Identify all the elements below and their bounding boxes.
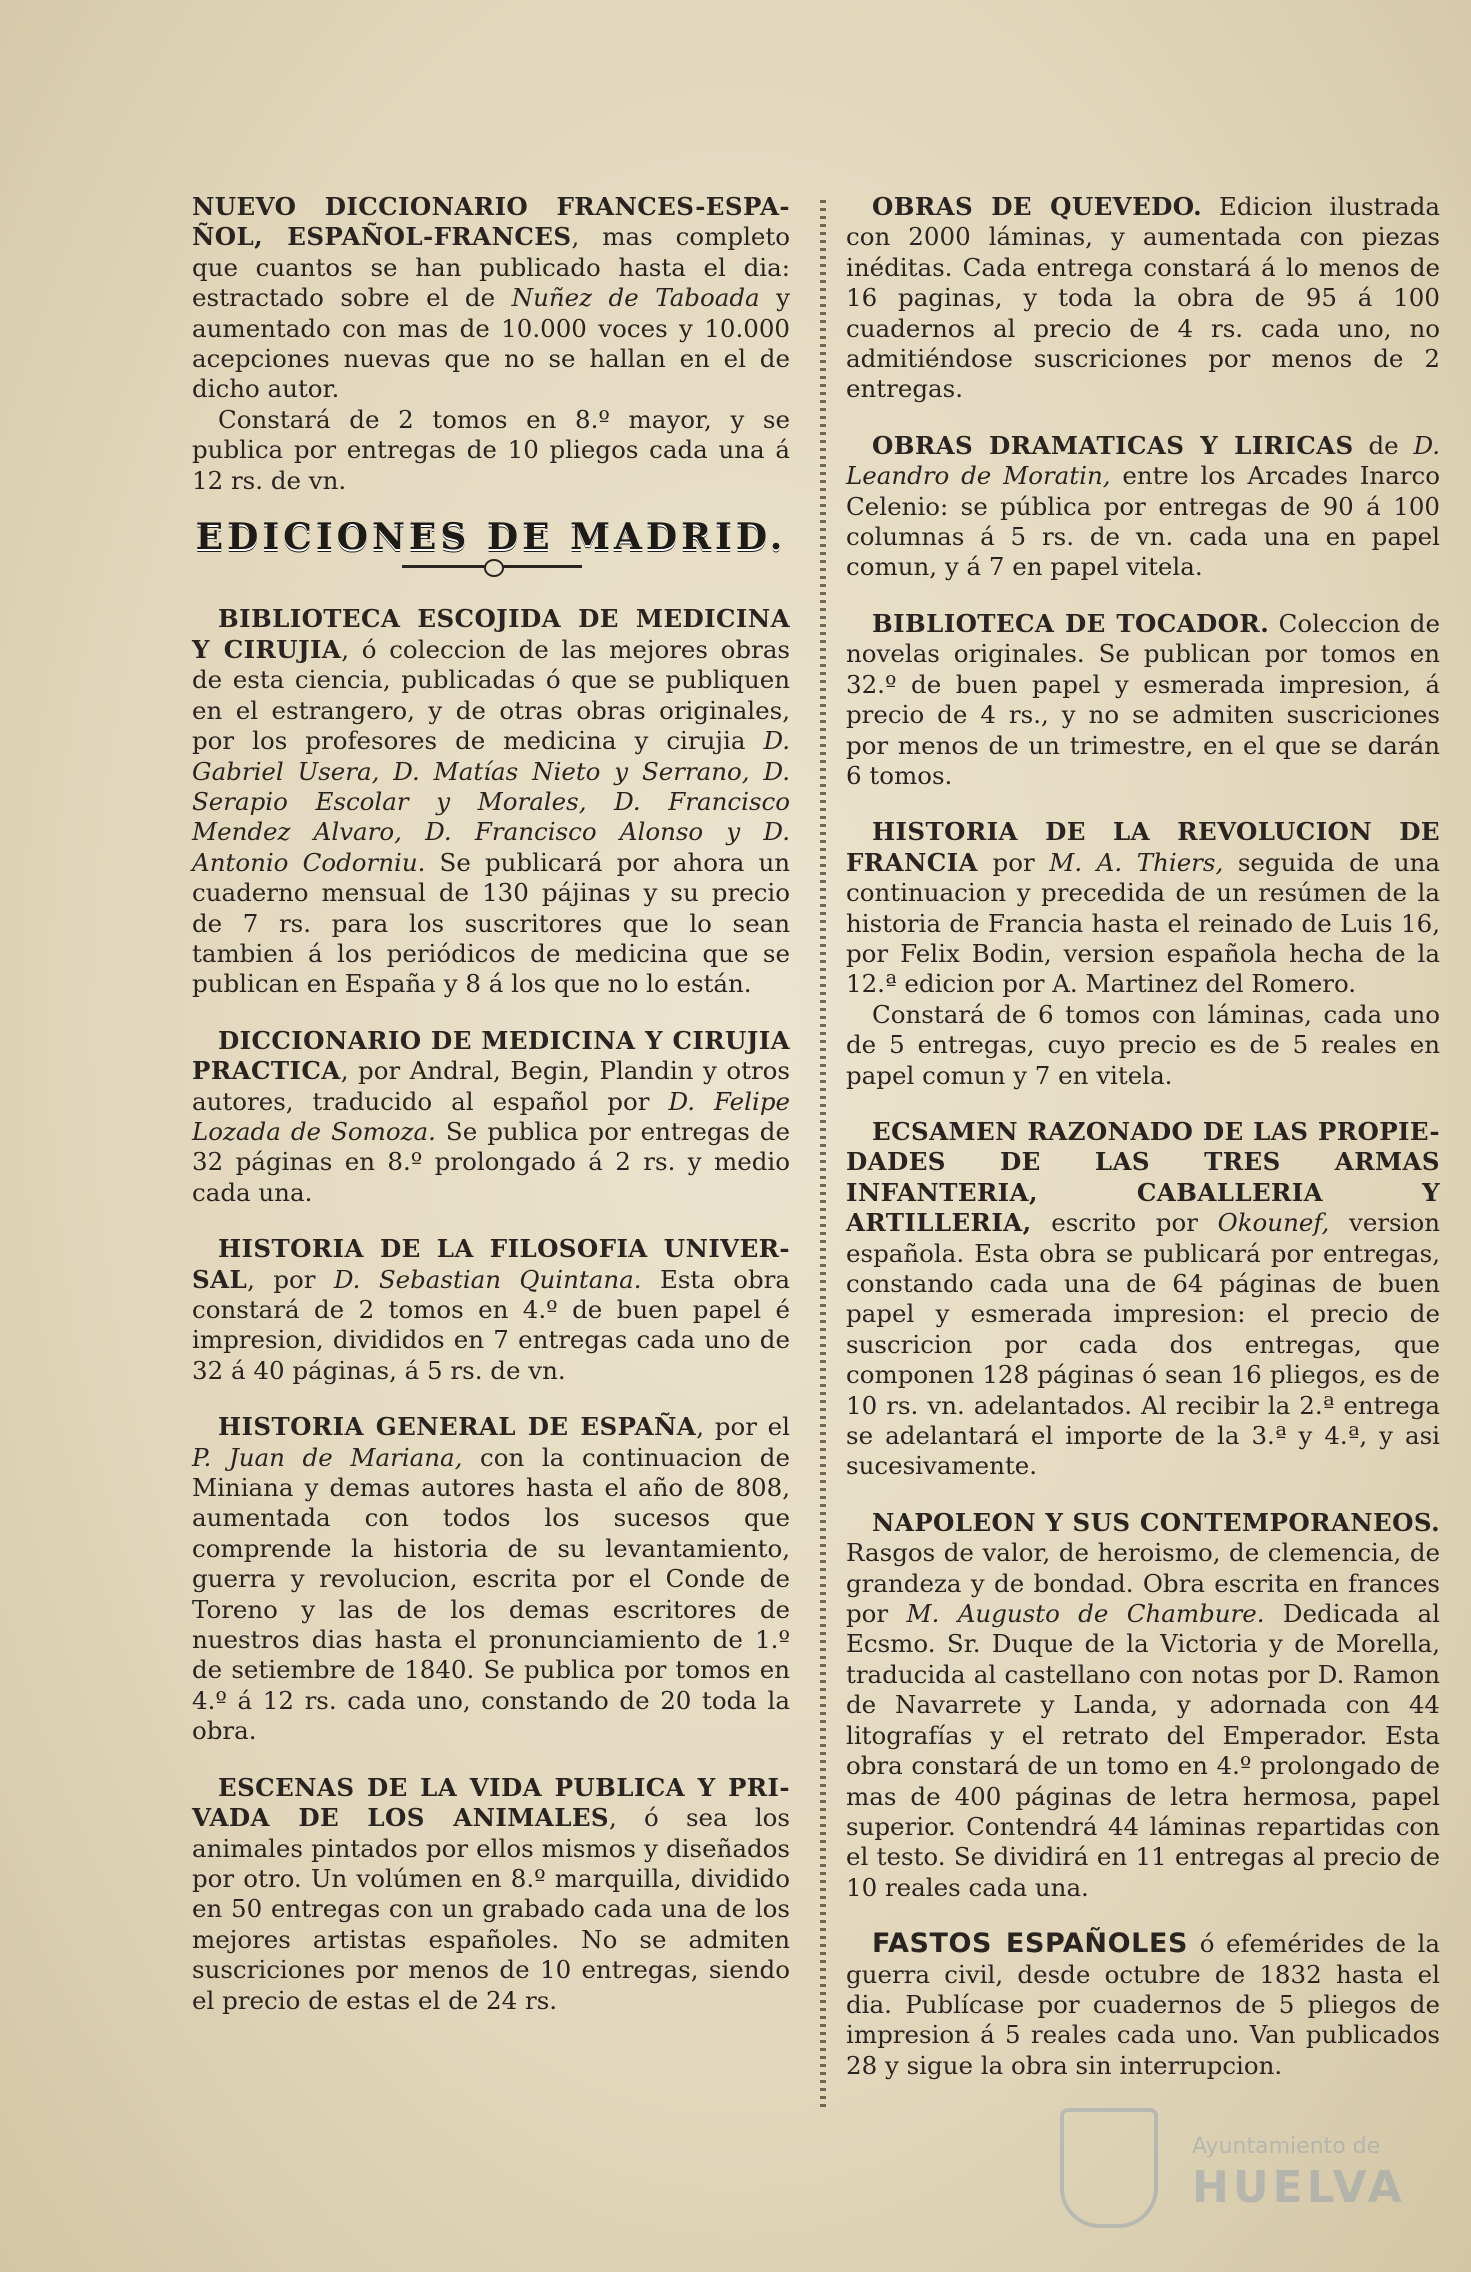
entry-text: Se publicará por ahora un cuaderno mensual de 130 pájinas y su precio de 7 rs. para los suscritores que lo sean tambien á los periódicos de medicina que se publican en España y 8 á los que no lo están. [192, 847, 791, 999]
entry-napoleon [846, 1508, 1440, 1903]
entry-author: D. Sebastian Quintana. [333, 1264, 642, 1294]
entry-text: , por Andral, Begin, Plandin y otros autores, traducido al español por [192, 1056, 790, 1116]
entry-escenas-animales [192, 1773, 790, 2016]
entry-obras-dramaticas [846, 431, 1440, 583]
entry-text: , mas completo que cuantos se han publicado hasta el dia: estractado sobre el de [192, 222, 790, 313]
entry-text: por [977, 847, 1050, 877]
watermark-line2: HUELVA [1192, 2162, 1406, 2213]
entry-text: Rasgos de valor, de heroismo, de clemencia, de grandeza y de bondad. Obra escrita en frances por [846, 1538, 1440, 1629]
entry-biblioteca-medicina [192, 604, 790, 999]
entry-author: P. Juan de Mariana, [192, 1442, 463, 1472]
entry-text: , ó sea los animales pintados por ellos mismos y diseñados por otro. Un volúmen en 8.º marquilla, dividido en 50 entregas con un grabado cada una de los mejores artistas españoles. No se admiten suscriciones por menos de 10 entregas, siendo el precio de estas el de 24 rs. [192, 1803, 790, 2015]
entry-note: Constará de 6 tomos con láminas, cada uno de 5 entregas, cuyo precio es de 5 reales en papel comun y 7 en vitela. [846, 999, 1440, 1090]
entry-text: , por [247, 1264, 334, 1294]
entry-author: D. Felipe Lozada de Somoza. [192, 1086, 790, 1146]
entry-historia-filosofia [192, 1234, 790, 1386]
entry-title: FASTOS ESPAÑOLES [872, 1928, 1189, 1960]
entry-author: D. Leandro de Moratin, [846, 430, 1440, 491]
entry-text: entre los Arcades Inarco Celenio: se pública por entregas de 90 á 100 columnas á 5 rs. de vn. cada una en papel comun, y á 7 en papel vitela. [846, 461, 1440, 582]
entry-title: ECSAMEN RAZONADO DE LAS PROPIE-DADES DE LAS TRES ARMAS INFANTERIA, CABALLERIA Y ARTILLERIA, [846, 1116, 1440, 1238]
entry-text: con la continuacion de Miniana y demas autores hasta el año de 808, aumentada con todos los sucesos que comprende la historia de su levantamiento, guerra y revolucion, escrita por el Conde de Toreno y las de los demas escritores de nuestros dias hasta el pronunciamiento de 1.º de setiembre de 1840. Se publica por tomos en 4.º á 12 rs. cada uno, constando de 20 toda la obra. [192, 1442, 790, 1746]
watermark [1060, 2100, 1406, 2230]
entry-nuevo-diccionario [192, 192, 790, 496]
entry-biblioteca-tocador [846, 609, 1440, 791]
entry-text: seguida de una continuacion y precedida de un resúmen de la historia de Francia hasta el reinado de Luis 16, por Felix Bodin, version española hecha de la 12.ª edicion por A. Martinez del Romero. [846, 847, 1440, 999]
entry-ecsamen-razonado [846, 1117, 1440, 1482]
entry-title: NUEVO DICCIONARIO FRANCES-ESPA-ÑOL, ESPAÑOL-FRANCES [192, 192, 790, 252]
entry-author: Okounef, [1217, 1208, 1330, 1238]
entry-text: Se publica por entregas de 32 páginas en 8.º prolongado á 2 rs. y medio cada una. [192, 1116, 790, 1207]
entry-author: M. A. Thiers, [1049, 847, 1224, 877]
entry-title: ESCENAS DE LA VIDA PUBLICA Y PRI-VADA DE LOS ANIMALES [192, 1772, 790, 1833]
watermark-line1: Ayuntamiento de [1192, 2134, 1381, 2159]
entry-text: de [1353, 430, 1414, 460]
column-divider [820, 200, 826, 2110]
entry-diccionario-medicina [192, 1026, 790, 1208]
entry-title: HISTORIA DE LA FILOSOFIA UNIVER-SAL [192, 1234, 790, 1294]
right-column [846, 192, 1440, 2107]
ornament-rule [192, 558, 790, 574]
entry-author: Nuñez de Taboada [511, 283, 760, 313]
entry-title: OBRAS DRAMATICAS Y LIRICAS [872, 430, 1354, 460]
entry-obras-quevedo [846, 192, 1440, 405]
entry-title: OBRAS DE QUEVEDO. [872, 192, 1203, 221]
entry-title: BIBLIOTECA ESCOJIDA DE MEDICINA Y CIRUJIA [192, 604, 790, 664]
entry-historia-espana [192, 1412, 790, 1746]
entry-title: NAPOLEON Y SUS CONTEMPORANEOS. [872, 1507, 1440, 1537]
section-heading: EDICIONES DE MADRID. [195, 516, 787, 559]
entry-text: , por el [696, 1412, 791, 1442]
entry-author: M. Augusto de Chambure. [906, 1599, 1265, 1629]
entry-text: ó efemérides de la guerra civil, desde octubre de 1832 hasta el dia. Publícase por cuadernos de 5 pliegos de impresion á 5 reales cada uno. Van publicados 28 y sigue la obra sin interrupcion. [846, 1929, 1440, 2080]
entry-author: D. Gabriel Usera, D. Matías Nieto y Serrano, D. Serapio Escolar y Morales, D. Francisco Mendez Alvaro, D. Francisco Alonso y D. Antonio Codorniu. [192, 726, 790, 877]
entry-text: y aumentado con mas de 10.000 voces y 10.000 acepciones nuevas que no se hallan en el de dicho autor. [192, 283, 790, 404]
shield-icon [1060, 2108, 1158, 2228]
entry-text: Coleccion de novelas originales. Se publican por tomos en 32.º de buen papel y esmerada impresion, á precio de 4 rs., y no se admiten suscriciones por menos de un trimestre, en el que se darán 6 tomos. [846, 608, 1440, 790]
entry-title: DICCIONARIO DE MEDICINA Y CIRUJIA PRACTICA [192, 1025, 790, 1086]
entry-text: Esta obra constará de 2 tomos en 4.º de buen papel é impresion, divididos en 7 entregas cada uno de 32 á 40 páginas, á 5 rs. de vn. [192, 1264, 790, 1385]
entry-fastos-espanoles [846, 1929, 1440, 2081]
entry-title: HISTORIA GENERAL DE ESPAÑA [218, 1412, 697, 1442]
entry-title: BIBLIOTECA DE TOCADOR. [872, 608, 1270, 638]
left-column [192, 192, 790, 2042]
entry-revolucion-francia [846, 817, 1440, 1091]
entry-text: version española. Esta obra se publicará por entregas, constando cada una de 64 páginas de buen papel y esmerada impresion: el precio de suscricion por cada dos entregas, que componen 128 páginas ó sean 16 pliegos, es de 10 rs. vn. adelantados. Al recibir la 2.ª entrega se adelantará el importe de la 3.ª y 4.ª, y asi sucesivamente. [846, 1208, 1440, 1481]
entry-note: Constará de 2 tomos en 8.º mayor, y se publica por entregas de 10 pliegos cada una á 12 rs. de vn. [192, 404, 790, 495]
entry-title: HISTORIA DE LA REVOLUCION DE FRANCIA [846, 817, 1440, 877]
entry-text: , ó coleccion de las mejores obras de esta ciencia, publicadas ó que se publiquen en el estrangero, y de otras obras originales, por los profesores de medicina y cirujia [192, 634, 790, 756]
entry-text: escrito por [1031, 1208, 1218, 1238]
entry-text: Edicion ilustrada con 2000 láminas, y aumentada con piezas inéditas. Cada entrega constará á lo menos de 16 paginas, y toda la obra de 95 á 100 cuadernos al precio de 4 rs. cada uno, no admitiéndose suscriciones por menos de 2 entregas. [846, 192, 1440, 404]
entry-text: Dedicada al Ecsmo. Sr. Duque de la Victoria y de Morella, traducida al castellano con notas por D. Ramon de Navarrete y Landa, y adornada con 44 litografías y el retrato del Emperador. Esta obra constará de un tomo en 4.º prolongado de mas de 400 páginas de letra hermosa, papel superior. Contendrá 44 láminas repartidas con el testo. Se dividirá en 11 entregas al precio de 10 reales cada una. [846, 1599, 1440, 1902]
